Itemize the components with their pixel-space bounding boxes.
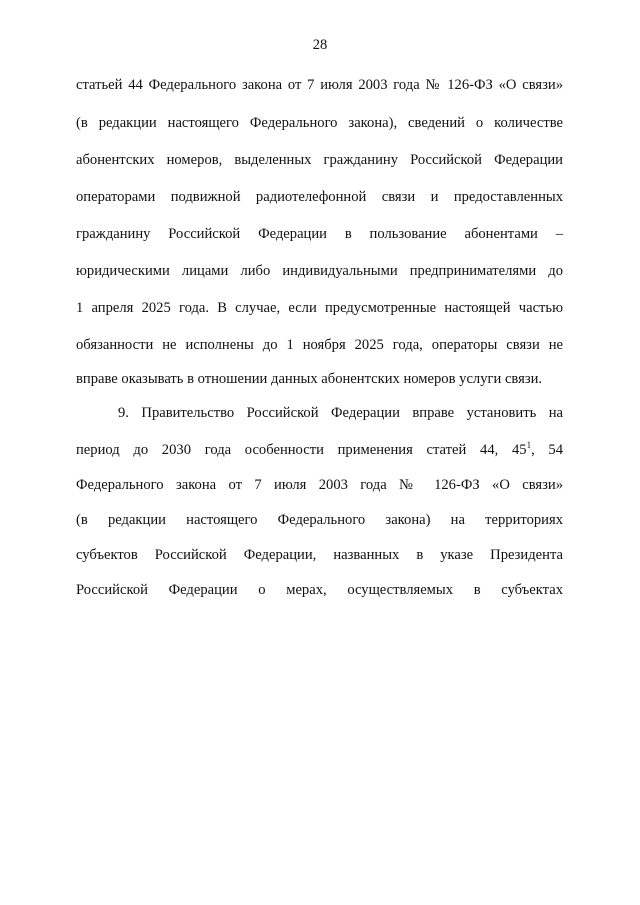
paragraph-line: обязанности не исполнены до 1 ноября 2025 года, операторы связи не	[76, 337, 563, 353]
paragraph-line: Федерального закона от 7 июля 2003 года № 126-ФЗ «О связи»	[76, 477, 563, 493]
line-text: период до 2030 года особенности применения статей 44, 45	[76, 442, 527, 458]
paragraph-line	[76, 440, 563, 460]
article-superscript: 1	[526, 440, 532, 450]
paragraph-line: гражданину Российской Федерации в пользование абонентами –	[76, 226, 563, 242]
paragraph-line: вправе оказывать в отношении данных абонентских номеров услуги связи.	[76, 371, 543, 387]
paragraph-line: (в редакции настоящего Федерального закона) на территориях	[76, 512, 563, 528]
page-number: 28	[312, 37, 328, 53]
paragraph-line: 9. Правительство Российской Федерации вправе установить на	[118, 405, 563, 421]
paragraph-line: 1 апреля 2025 года. В случае, если предусмотренные настоящей частью	[76, 300, 563, 316]
paragraph-line: юридическими лицами либо индивидуальными предпринимателями до	[76, 263, 563, 279]
line-tail: , 54	[531, 442, 564, 458]
paragraph-line: абонентских номеров, выделенных гражданину Российской Федерации	[76, 152, 563, 168]
paragraph-line: операторами подвижной радиотелефонной связи и предоставленных	[76, 189, 563, 205]
paragraph-line: (в редакции настоящего Федерального закона), сведений о количестве	[76, 115, 563, 131]
paragraph-line: субъектов Российской Федерации, названных в указе Президента	[76, 547, 563, 563]
paragraph-line: статьей 44 Федерального закона от 7 июля 2003 года № 126-ФЗ «О связи»	[76, 77, 563, 93]
paragraph-line: Российской Федерации о мерах, осуществляемых в субъектах	[76, 582, 563, 598]
